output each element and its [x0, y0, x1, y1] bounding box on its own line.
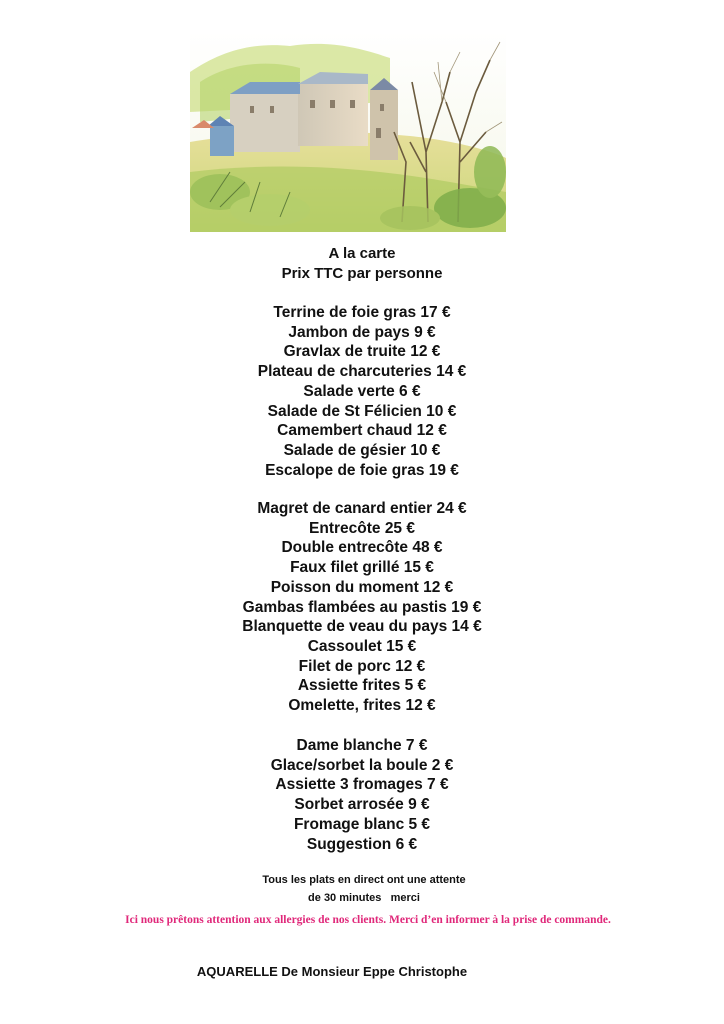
allergy-notice: Ici nous prêtons attention aux allergies de nos clients. Merci d’en informer à la prise de commande. — [125, 914, 611, 926]
menu-item: Assiette frites 5 € — [297, 677, 427, 695]
menu-item: Sorbet arrosée 9 € — [294, 796, 430, 814]
notice-line: de 30 minutes merci — [308, 892, 420, 904]
menu-title: A la carte — [328, 245, 396, 262]
mains-section — [0, 499, 724, 716]
desserts-section — [0, 736, 724, 854]
menu-item: Salade verte 6 € — [303, 382, 421, 400]
menu-item: Magret de canard entier 24 € — [257, 500, 467, 517]
menu-item: Dame blanche 7 € — [296, 737, 428, 754]
castle-watercolor-illustration — [190, 32, 506, 232]
starters-section — [0, 303, 724, 480]
notice-line: Tous les plats en direct ont une attente — [262, 874, 466, 886]
menu-item: Escalope de foie gras 19 € — [265, 461, 459, 479]
illustration-credit: AQUARELLE De Monsieur Eppe Christophe — [196, 964, 468, 979]
menu-item: Terrine de foie gras 17 € — [273, 304, 451, 321]
menu-item: Omelette, frites 12 € — [288, 697, 436, 715]
menu-item: Salade de gésier 10 € — [283, 441, 441, 459]
menu-item: Fromage blanc 5 € — [293, 815, 431, 833]
menu-item: Double entrecôte 48 € — [281, 539, 443, 557]
menu-item: Entrecôte 25 € — [309, 519, 415, 537]
menu-item: Gravlax de truite 12 € — [283, 343, 441, 361]
menu-item: Gambas flambées au pastis 19 € — [242, 598, 482, 616]
menu-item: Suggestion 6 € — [306, 835, 418, 853]
menu-item: Salade de St Félicien 10 € — [267, 402, 457, 420]
menu-item: Poisson du moment 12 € — [270, 578, 454, 596]
menu-item: Plateau de charcuteries 14 € — [257, 363, 467, 381]
menu-item: Filet de porc 12 € — [298, 657, 426, 675]
menu-item: Blanquette de veau du pays 14 € — [242, 618, 482, 636]
waiting-time-notice — [0, 871, 724, 907]
menu-item: Glace/sorbet la boule 2 € — [270, 756, 454, 774]
menu-item: Cassoulet 15 € — [307, 637, 417, 655]
menu-item: Faux filet grillé 15 € — [290, 559, 434, 577]
menu-item: Camembert chaud 12 € — [277, 422, 447, 440]
menu-item: Assiette 3 fromages 7 € — [275, 776, 449, 794]
menu-header — [0, 244, 724, 283]
menu-subtitle: Prix TTC par personne — [281, 264, 443, 282]
menu-item: Jambon de pays 9 € — [288, 323, 436, 341]
